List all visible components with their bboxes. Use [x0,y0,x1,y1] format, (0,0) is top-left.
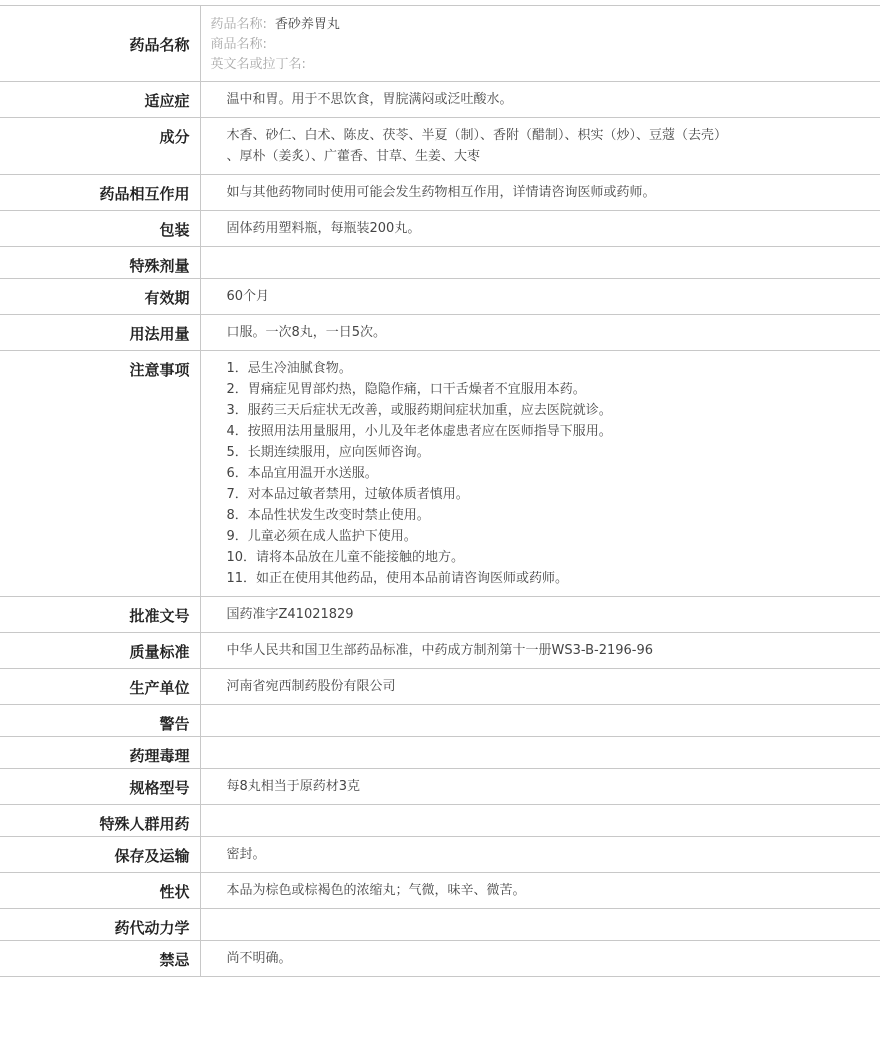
row-indications [0,82,880,118]
precaution-item: 4．按照用法用量服用，小儿及年老体虚患者应在医师指导下服用。 [226,424,612,439]
row-approval [0,597,880,633]
label-specification: 规格型号 [0,769,200,805]
precaution-item: 11．如正在使用其他药品，使用本品前请咨询医师或药师。 [226,571,569,586]
label-interactions: 药品相互作用 [0,175,200,211]
value-pharmacokinetics [200,909,880,941]
label-packaging: 包装 [0,211,200,247]
value-packaging: 固体药用塑料瓶，每瓶装200丸。 [200,211,880,247]
value-storage: 密封。 [200,837,880,873]
label-precautions: 注意事项 [0,351,200,597]
row-special-dosage [0,247,880,279]
trade-name-line [211,35,880,55]
label-ingredients: 成分 [0,118,200,175]
label-properties: 性状 [0,873,200,909]
label-indications: 适应症 [0,82,200,118]
value-special-dosage [200,247,880,279]
precaution-item: 3．服药三天后症状无改善，或服药期间症状加重，应去医院就诊。 [226,403,612,418]
value-usage: 口服。一次8丸，一日5次。 [200,315,880,351]
row-interactions [0,175,880,211]
value-special-population [200,805,880,837]
drug-name-value: 香砂养胃丸 [274,17,340,32]
label-usage: 用法用量 [0,315,200,351]
ingredients-line-2: 、厚朴（姜炙）、广藿香、甘草、生姜、大枣 [226,149,481,164]
row-specification [0,769,880,805]
value-warning [200,705,880,737]
label-contraindications: 禁忌 [0,941,200,977]
precaution-item: 10．请将本品放在儿童不能接触的地方。 [226,550,465,565]
value-validity: 60个月 [200,279,880,315]
row-special-population [0,805,880,837]
row-precautions [0,351,880,597]
precaution-item: 1．忌生冷油腻食物。 [226,361,352,376]
row-manufacturer [0,669,880,705]
label-pharmacokinetics: 药代动力学 [0,909,200,941]
label-special-dosage: 特殊剂量 [0,247,200,279]
label-storage: 保存及运输 [0,837,200,873]
value-interactions: 如与其他药物同时使用可能会发生药物相互作用，详情请咨询医师或药师。 [200,175,880,211]
precaution-item: 8．本品性状发生改变时禁止使用。 [226,508,430,523]
row-storage [0,837,880,873]
label-special-population: 特殊人群用药 [0,805,200,837]
drug-name-key: 药品名称: [210,17,267,32]
row-pharmacokinetics [0,909,880,941]
label-drug-name: 药品名称 [0,6,200,82]
precaution-item: 2．胃痛症见胃部灼热，隐隐作痛，口干舌燥者不宜服用本药。 [226,382,586,397]
label-approval: 批准文号 [0,597,200,633]
value-ingredients [200,118,880,175]
label-warning: 警告 [0,705,200,737]
english-name-line [211,55,880,75]
value-properties: 本品为棕色或棕褐色的浓缩丸；气微，味辛、微苦。 [200,873,880,909]
ingredients-line-1: 木香、砂仁、白术、陈皮、茯苓、半夏（制）、香附（醋制）、枳实（炒）、豆蔻（去壳） [226,128,728,143]
value-specification: 每8丸相当于原药材3克 [200,769,880,805]
row-ingredients [0,118,880,175]
precaution-item: 9．儿童必须在成人监护下使用。 [226,529,417,544]
value-approval: 国药准字Z41021829 [200,597,880,633]
label-validity: 有效期 [0,279,200,315]
value-precautions [200,351,880,597]
row-contraindications [0,941,880,977]
precaution-item: 5．长期连续服用，应向医师咨询。 [226,445,430,460]
row-drug-name [0,6,880,82]
value-pharmacology [200,737,880,769]
row-usage [0,315,880,351]
row-warning [0,705,880,737]
row-pharmacology [0,737,880,769]
english-name-key: 英文名或拉丁名: [210,57,306,72]
label-pharmacology: 药理毒理 [0,737,200,769]
value-quality-standard: 中华人民共和国卫生部药品标准，中药成方制剂第十一册WS3-B-2196-96 [200,633,880,669]
drug-name-block [200,6,880,82]
drug-info-table [0,5,880,977]
row-quality-standard [0,633,880,669]
trade-name-key: 商品名称: [210,37,267,52]
value-contraindications: 尚不明确。 [200,941,880,977]
drug-name-line [211,15,880,35]
value-indications: 温中和胃。用于不思饮食，胃脘满闷或泛吐酸水。 [200,82,880,118]
label-quality-standard: 质量标准 [0,633,200,669]
precaution-item: 6．本品宜用温开水送服。 [226,466,378,481]
row-validity [0,279,880,315]
value-manufacturer: 河南省宛西制药股份有限公司 [200,669,880,705]
label-manufacturer: 生产单位 [0,669,200,705]
row-properties [0,873,880,909]
precaution-item: 7．对本品过敏者禁用，过敏体质者慎用。 [226,487,469,502]
row-packaging [0,211,880,247]
